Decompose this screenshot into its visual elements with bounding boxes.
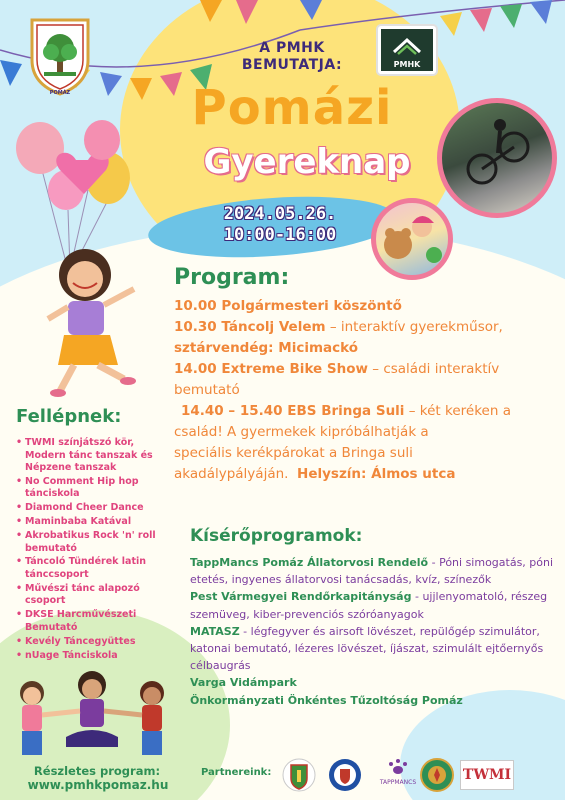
side-programs-heading: Kísérőprogramok: <box>190 526 363 546</box>
side-program-item <box>190 554 560 588</box>
side-program-org: TappMancs Pomáz Állatorvosi Rendelő <box>190 556 429 569</box>
side-program-desc: - Póni simogatás, póni etetés, ingyenes állatorvosi tanácsadás, kvíz, színezők <box>190 556 554 587</box>
bike-silhouette <box>442 103 552 213</box>
side-programs-list <box>190 554 560 709</box>
side-program-org: Varga Vidámpark <box>190 676 297 690</box>
partner-logo-twmi: TWMI <box>460 760 514 790</box>
details-label: Részletes program: <box>33 764 161 778</box>
program-line <box>174 401 554 422</box>
program-line <box>174 422 554 443</box>
side-program-desc: - légfegyver és airsoft lövészet, repülőgép szimulátor, katonai bemutató, lézeres lövészet, íjászat, szimulált ejtőernyős célbaugrás <box>190 624 544 673</box>
program-line <box>174 338 554 359</box>
pmhk-logo-text: PMHK <box>393 60 421 69</box>
side-program-item <box>190 674 560 691</box>
performer-item: • No Comment Hip hop tánciskola <box>16 476 176 501</box>
performer-item: • Táncoló Tündérek latin tánccsoport <box>16 556 176 581</box>
event-time: 10:00-16:00 <box>223 225 337 245</box>
program-desc: bemutató <box>174 382 240 398</box>
program-desc: – családi interaktív <box>368 361 500 377</box>
program-line <box>174 359 554 380</box>
event-datetime <box>200 204 360 246</box>
side-program-org: MATASZ <box>190 624 240 638</box>
event-date: 2024.05.26. <box>223 204 337 224</box>
program-time-item: 10.30 Táncolj Velem <box>174 319 326 335</box>
performers-list <box>16 437 176 663</box>
title-pomazi: Pomázi <box>191 80 393 136</box>
program-desc: speciális kerékpárokat a Bringa suli <box>174 445 413 461</box>
paw-icon <box>378 756 418 792</box>
program-time-item: 14.40 – 15.40 EBS Bringa Suli <box>181 403 405 419</box>
performer-item: • Kevély Táncegyüttes <box>16 636 176 649</box>
tappmancs-logo-text: TAPPMANCS <box>379 779 417 786</box>
program-time-item: 10.00 Polgármesteri köszöntő <box>174 298 402 314</box>
performer-item: • Diamond Cheer Dance <box>16 502 176 515</box>
website-link[interactable]: www.pmhkpomaz.hu <box>27 778 169 792</box>
performers-heading: Fellépnek: <box>16 406 122 427</box>
bear-figure <box>376 203 448 275</box>
town-logo-caption: POMÁZ <box>49 90 71 96</box>
performer-item: • Maminbaba Katával <box>16 516 176 529</box>
presents-text: A PMHK BEMUTATJA: <box>241 40 343 73</box>
side-program-item <box>190 588 560 622</box>
program-location: Helyszín: Álmos utca <box>297 466 456 482</box>
program-line <box>174 317 554 338</box>
program-line <box>174 443 554 464</box>
program-line <box>174 380 554 401</box>
program-heading: Program: <box>174 265 290 290</box>
program-desc: – interaktív gyerekműsor, <box>325 319 503 335</box>
performer-item: • Akrobatikus Rock 'n' roll bemutató <box>16 530 176 555</box>
side-program-org: Pest Vármegyei Rendőrkapitányság <box>190 590 412 604</box>
program-desc: család! A gyermekek kipróbálhatják a <box>174 424 429 440</box>
side-program-item <box>190 692 560 709</box>
partners-label: Partnereink: <box>201 767 272 778</box>
bike-show-photo <box>437 98 557 218</box>
kids-illustration <box>10 665 175 765</box>
partner-logo-tappmancs <box>378 756 418 792</box>
girl-illustration <box>30 245 150 405</box>
pomaz-town-logo <box>22 14 98 96</box>
partner-logo-firefighters <box>420 758 454 792</box>
side-program-org: Önkormányzati Önkéntes Tűzoltóság Pomáz <box>190 693 463 707</box>
performer-item: • nUage Tánciskola <box>16 650 176 663</box>
side-program-item <box>190 623 560 675</box>
pmhk-logo <box>378 26 436 74</box>
program-desc: – két keréken a <box>404 403 511 419</box>
roof-icon <box>392 36 422 56</box>
program-line <box>174 464 554 485</box>
partner-logo-crest <box>282 758 316 792</box>
micimacko-photo <box>371 198 453 280</box>
program-line <box>174 296 554 317</box>
program-list <box>174 296 554 485</box>
performer-item: • DKSE Harcművészeti Bemutató <box>16 609 176 634</box>
program-desc: akadálypályáján. <box>174 466 289 482</box>
title-gyereknap: Gyereknap <box>203 142 411 182</box>
performer-item: • TWMI színjátszó kör, Modern tánc tanszak és Népzene tanszak <box>16 437 176 475</box>
program-time-item: 14.00 Extreme Bike Show <box>174 361 368 377</box>
program-guest: sztárvendég: Micimackó <box>174 340 359 356</box>
performer-item: • Művészi tánc alapozó csoport <box>16 583 176 608</box>
side-program-desc: - ujjlenyomatoló, részeg szemüveg, kiber-prevenciós szóróanyagok <box>190 590 548 621</box>
partner-logo-police <box>328 758 362 792</box>
